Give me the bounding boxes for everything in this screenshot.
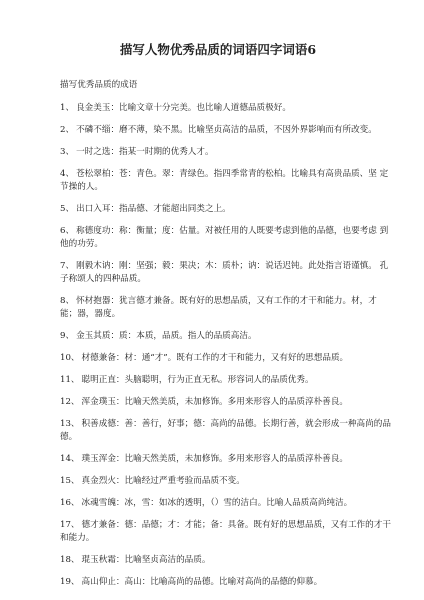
- entry-number: 5、: [60, 204, 75, 214]
- list-item: [60, 554, 396, 567]
- list-item: [60, 146, 396, 159]
- list-item: [60, 203, 396, 216]
- entry-text: 刚毅木讷：刚：坚强；毅：果决；木：质朴；讷：说话迟钝。此处指言语谨慎。 孔子称颂人的四种品质。: [60, 261, 389, 284]
- entry-number: 7、: [60, 261, 75, 271]
- list-item: [60, 475, 396, 488]
- entry-number: 2、: [60, 125, 75, 135]
- list-item: [60, 453, 396, 466]
- entry-text: 德才兼备：德：品德；才：才能；备：具备。既有好的思想品质，又有工作的才干和能力。: [60, 520, 391, 543]
- list-item: [60, 418, 396, 444]
- entry-text: 积善成德：善：善行，好事；德：高尚的品德。长期行善，就会形成一种高尚的品德。: [60, 419, 391, 442]
- entry-number: 18、: [60, 555, 80, 565]
- entry-number: 11、: [60, 375, 80, 385]
- entry-text: 浑金璞玉：比喻天然美质，未加修饰。多用来形容人的品质淳朴善良。: [81, 397, 348, 407]
- entry-number: 13、: [60, 419, 80, 429]
- list-item: [60, 295, 396, 321]
- entry-number: 12、: [60, 397, 80, 407]
- entry-text: 金玉其质：质：本质，品质。指人的品质高洁。: [76, 331, 257, 341]
- list-item: [60, 168, 396, 194]
- entry-text: 高山仰止：高山：比喻高尚的品德。比喻对高尚的品德的仰慕。: [81, 577, 323, 587]
- list-item: [60, 124, 396, 137]
- entry-text: 苍松翠柏：苍：青色。翠：青绿色。指四季常青的松柏。比喻具有高贵品质、坚 定节操的人。: [60, 169, 389, 192]
- entry-text: 聪明正直：头脑聪明，行为正直无私。形容词人的品质优秀。: [81, 375, 314, 385]
- entry-text: 怀材抱器：犹言德才兼备。既有好的思想品质，又有工作的才干和能力。材，才 能；器，器度。: [60, 296, 377, 319]
- entry-text: 不磷不缁：磨不薄，染不黑。比喻坚贞高洁的品质，不因外界影响而有所改变。: [76, 125, 377, 135]
- entry-text: 称德度功：称：衡量；度：估量。对被任用的人既要考虑到他的品德，也要考虑 到他的功劳。: [60, 226, 389, 249]
- entry-number: 17、: [60, 520, 80, 530]
- entry-number: 3、: [60, 147, 75, 157]
- entry-text: 冰魂雪魄：冰，雪：如冰的透明，（）雪的洁白。比喻人品质高尚纯洁。: [81, 498, 353, 508]
- entry-text: 出口入耳：指品德、才能超出同类之上。: [76, 204, 231, 214]
- list-item: [60, 497, 396, 510]
- entry-number: 10、: [60, 353, 80, 363]
- entry-number: 14、: [60, 454, 80, 464]
- entry-number: 8、: [60, 296, 75, 306]
- entry-number: 9、: [60, 331, 75, 341]
- list-item: [60, 519, 396, 545]
- entry-list: [60, 102, 396, 589]
- list-item: [60, 374, 396, 387]
- entry-text: 良金美玉：比喻文章十分完美。也比喻人道德品质极好。: [76, 103, 291, 113]
- entry-text: 璞玉浑金：比喻天然美质，未加修饰。多用来形容人的品质淳朴善良。: [81, 454, 348, 464]
- list-item: [60, 576, 396, 589]
- page-title: 描写人物优秀品质的词语四字词语6: [119, 42, 317, 57]
- entry-number: 19、: [60, 577, 80, 587]
- entry-text: 琨玉秋霜：比喻坚贞高洁的品质。: [81, 555, 211, 565]
- list-item: [60, 102, 396, 115]
- entry-number: 4、: [60, 169, 75, 179]
- entry-text: 真金烈火：比喻经过严重考验而品质不变。: [81, 476, 245, 486]
- list-item: [60, 330, 396, 343]
- entry-number: 15、: [60, 476, 80, 486]
- list-item: [60, 260, 396, 286]
- list-item: [60, 396, 396, 409]
- section-subtitle: 描写优秀品质的成语: [60, 80, 138, 90]
- list-item: [60, 225, 396, 251]
- entry-number: 1、: [60, 103, 75, 113]
- entry-number: 16、: [60, 498, 80, 508]
- entry-text: 一时之选：指某一时期的优秀人才。: [76, 147, 214, 157]
- entry-text: 材德兼备：材：通“才”。既有工作的才干和能力，又有好的思想品质。: [81, 353, 349, 363]
- entry-number: 6、: [60, 226, 75, 236]
- list-item: [60, 352, 396, 365]
